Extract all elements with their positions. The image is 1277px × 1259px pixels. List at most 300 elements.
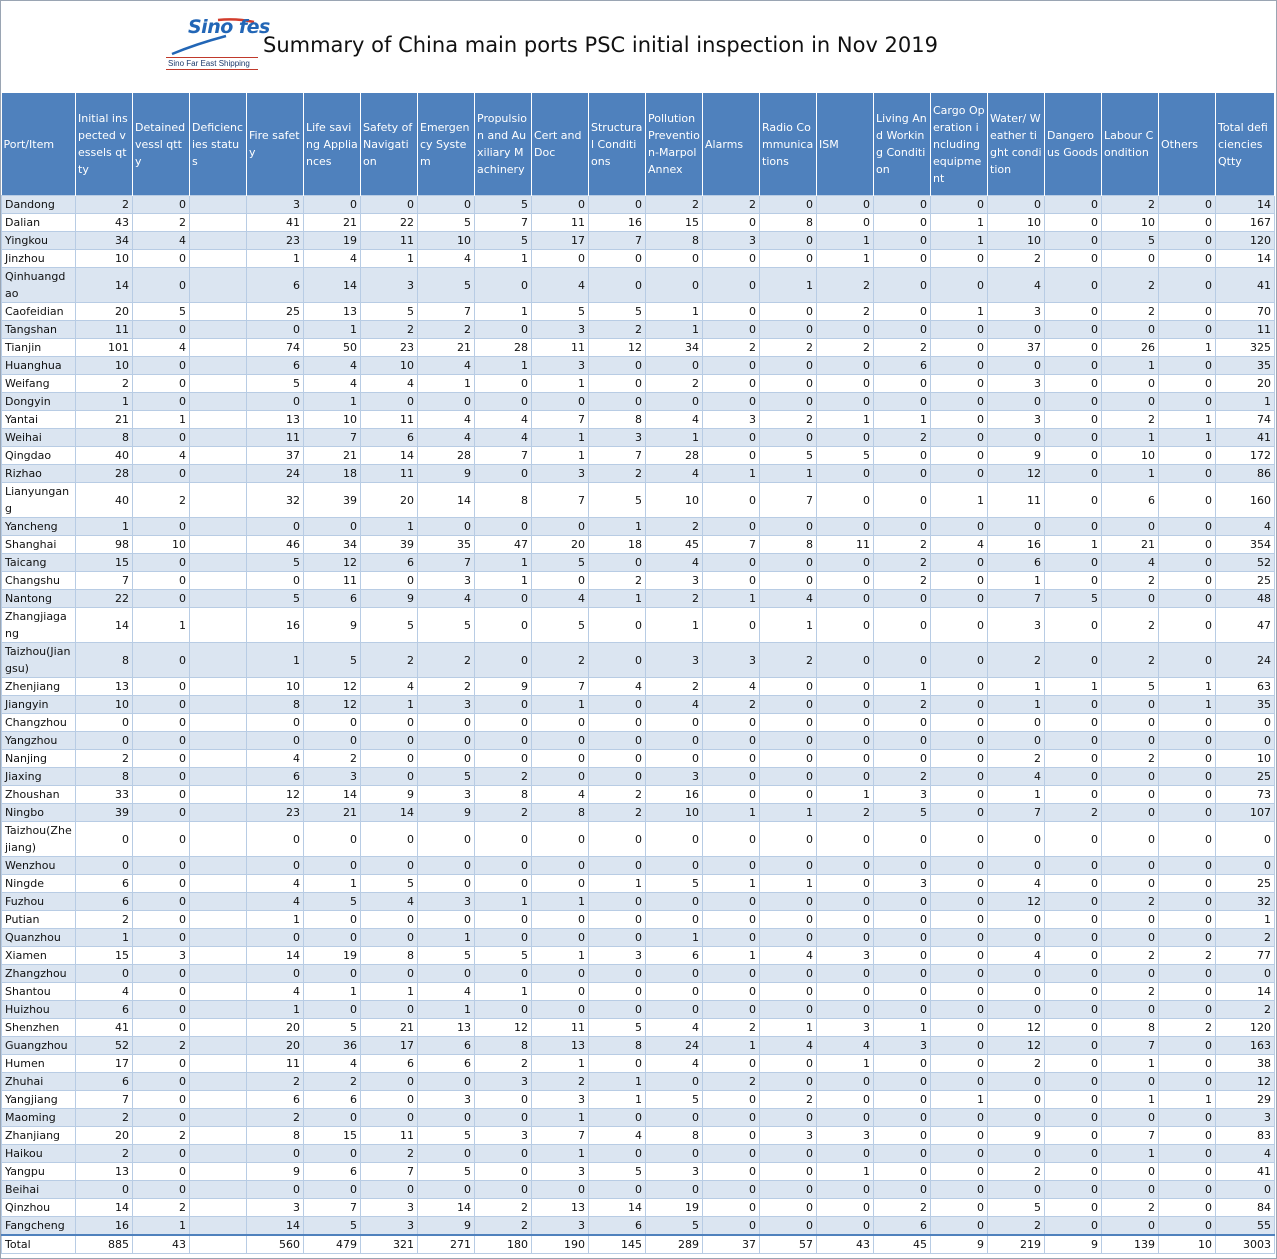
value-cell: 0 bbox=[760, 750, 817, 768]
value-cell: 7 bbox=[532, 678, 589, 696]
value-cell: 0 bbox=[1045, 429, 1102, 447]
value-cell: 12 bbox=[475, 1019, 532, 1037]
value-cell: 10 bbox=[76, 696, 133, 714]
value-cell: 5 bbox=[418, 214, 475, 232]
value-cell: 5 bbox=[247, 375, 304, 393]
value-cell: 0 bbox=[475, 696, 532, 714]
value-cell: 0 bbox=[475, 965, 532, 983]
port-name-cell: Yantai bbox=[2, 411, 76, 429]
value-cell bbox=[190, 447, 247, 465]
value-cell: 2 bbox=[988, 1163, 1045, 1181]
value-cell: 0 bbox=[1045, 1109, 1102, 1127]
value-cell: 0 bbox=[1102, 1109, 1159, 1127]
value-cell: 0 bbox=[817, 857, 874, 875]
value-cell: 0 bbox=[76, 732, 133, 750]
value-cell: 2 bbox=[1102, 983, 1159, 1001]
value-cell: 0 bbox=[589, 1145, 646, 1163]
value-cell: 9 bbox=[1045, 1235, 1102, 1254]
table-row bbox=[2, 696, 1275, 714]
value-cell: 0 bbox=[760, 983, 817, 1001]
value-cell bbox=[190, 768, 247, 786]
value-cell: 0 bbox=[1159, 1181, 1216, 1199]
value-cell: 4 bbox=[760, 1037, 817, 1055]
value-cell: 0 bbox=[931, 357, 988, 375]
value-cell: 0 bbox=[931, 518, 988, 536]
value-cell: 5 bbox=[475, 232, 532, 250]
value-cell: 2 bbox=[475, 1055, 532, 1073]
table-row bbox=[2, 893, 1275, 911]
port-name-cell: Tangshan bbox=[2, 321, 76, 339]
value-cell: 0 bbox=[1159, 321, 1216, 339]
value-cell: 7 bbox=[703, 536, 760, 554]
value-cell: 11 bbox=[532, 214, 589, 232]
value-cell: 13 bbox=[76, 1163, 133, 1181]
value-cell: 10 bbox=[361, 357, 418, 375]
value-cell: 0 bbox=[703, 893, 760, 911]
value-cell: 1 bbox=[646, 321, 703, 339]
value-cell: 0 bbox=[247, 518, 304, 536]
value-cell: 0 bbox=[703, 518, 760, 536]
value-cell bbox=[190, 911, 247, 929]
value-cell: 2 bbox=[760, 411, 817, 429]
table-row bbox=[2, 750, 1275, 768]
table-row bbox=[2, 250, 1275, 268]
port-name-cell: Humen bbox=[2, 1055, 76, 1073]
value-cell: 10 bbox=[646, 804, 703, 822]
value-cell: 0 bbox=[589, 893, 646, 911]
value-cell: 0 bbox=[1045, 339, 1102, 357]
value-cell bbox=[190, 1037, 247, 1055]
value-cell bbox=[190, 1073, 247, 1091]
value-cell: 2 bbox=[874, 339, 931, 357]
value-cell: 0 bbox=[1045, 232, 1102, 250]
value-cell: 0 bbox=[760, 1055, 817, 1073]
value-cell: 7 bbox=[1102, 1037, 1159, 1055]
value-cell: 0 bbox=[361, 750, 418, 768]
value-cell: 2 bbox=[646, 678, 703, 696]
value-cell: 0 bbox=[361, 1091, 418, 1109]
value-cell: 1 bbox=[1159, 339, 1216, 357]
table-row bbox=[2, 268, 1275, 303]
value-cell: 41 bbox=[76, 1019, 133, 1037]
value-cell: 28 bbox=[76, 465, 133, 483]
value-cell: 0 bbox=[1045, 518, 1102, 536]
value-cell: 9 bbox=[475, 678, 532, 696]
value-cell: 1 bbox=[418, 929, 475, 947]
value-cell: 0 bbox=[1216, 965, 1275, 983]
value-cell: 14 bbox=[304, 268, 361, 303]
value-cell: 0 bbox=[703, 250, 760, 268]
value-cell: 4 bbox=[304, 250, 361, 268]
value-cell: 1 bbox=[817, 232, 874, 250]
value-cell: 11 bbox=[361, 411, 418, 429]
value-cell: 8 bbox=[76, 768, 133, 786]
value-cell: 5 bbox=[646, 1217, 703, 1236]
value-cell: 0 bbox=[874, 214, 931, 232]
value-cell: 4 bbox=[703, 678, 760, 696]
value-cell: 1 bbox=[589, 1073, 646, 1091]
value-cell: 16 bbox=[646, 786, 703, 804]
table-row bbox=[2, 911, 1275, 929]
value-cell: 0 bbox=[703, 303, 760, 321]
value-cell: 0 bbox=[1159, 554, 1216, 572]
value-cell: 0 bbox=[760, 678, 817, 696]
value-cell: 9 bbox=[988, 447, 1045, 465]
value-cell: 5 bbox=[361, 303, 418, 321]
value-cell: 2 bbox=[76, 1145, 133, 1163]
value-cell: 0 bbox=[532, 518, 589, 536]
value-cell: 1 bbox=[247, 1001, 304, 1019]
value-cell: 37 bbox=[988, 339, 1045, 357]
value-cell: 4 bbox=[646, 696, 703, 714]
value-cell: 0 bbox=[874, 232, 931, 250]
value-cell: 43 bbox=[76, 214, 133, 232]
table-row bbox=[2, 375, 1275, 393]
value-cell: 0 bbox=[133, 929, 190, 947]
value-cell: 0 bbox=[874, 857, 931, 875]
value-cell: 77 bbox=[1216, 947, 1275, 965]
value-cell: 2 bbox=[304, 1073, 361, 1091]
value-cell: 0 bbox=[589, 732, 646, 750]
value-cell: 1 bbox=[1216, 393, 1275, 411]
value-cell: 11 bbox=[304, 572, 361, 590]
value-cell: 0 bbox=[361, 1109, 418, 1127]
value-cell: 0 bbox=[760, 1109, 817, 1127]
value-cell: 1 bbox=[1102, 357, 1159, 375]
value-cell: 3 bbox=[703, 232, 760, 250]
value-cell: 0 bbox=[418, 911, 475, 929]
value-cell: 3 bbox=[532, 1163, 589, 1181]
value-cell: 0 bbox=[1045, 714, 1102, 732]
value-cell: 3 bbox=[646, 643, 703, 678]
value-cell: 1 bbox=[589, 875, 646, 893]
value-cell: 0 bbox=[874, 732, 931, 750]
value-cell: 0 bbox=[475, 732, 532, 750]
value-cell: 1 bbox=[1102, 1145, 1159, 1163]
table-row bbox=[2, 1073, 1275, 1091]
value-cell: 52 bbox=[76, 1037, 133, 1055]
value-cell: 180 bbox=[475, 1235, 532, 1254]
value-cell: 0 bbox=[589, 822, 646, 857]
table-row bbox=[2, 1199, 1275, 1217]
value-cell: 145 bbox=[589, 1235, 646, 1254]
value-cell: 5 bbox=[247, 554, 304, 572]
value-cell: 0 bbox=[133, 375, 190, 393]
value-cell: 2 bbox=[133, 1037, 190, 1055]
value-cell: 8 bbox=[247, 696, 304, 714]
value-cell: 4 bbox=[76, 983, 133, 1001]
port-name-cell: Shantou bbox=[2, 983, 76, 1001]
value-cell: 1 bbox=[1102, 429, 1159, 447]
value-cell: 107 bbox=[1216, 804, 1275, 822]
value-cell: 5 bbox=[418, 1163, 475, 1181]
value-cell: 0 bbox=[589, 1181, 646, 1199]
value-cell: 0 bbox=[1102, 393, 1159, 411]
value-cell: 2 bbox=[133, 214, 190, 232]
port-name-cell: Rizhao bbox=[2, 465, 76, 483]
value-cell: 40 bbox=[76, 483, 133, 518]
value-cell: 0 bbox=[874, 929, 931, 947]
value-cell: 36 bbox=[304, 1037, 361, 1055]
value-cell: 5 bbox=[532, 303, 589, 321]
value-cell: 1 bbox=[874, 1019, 931, 1037]
value-cell: 98 bbox=[76, 536, 133, 554]
value-cell: 8 bbox=[760, 214, 817, 232]
value-cell: 2 bbox=[1102, 1199, 1159, 1217]
value-cell bbox=[190, 643, 247, 678]
value-cell bbox=[190, 1091, 247, 1109]
value-cell: 0 bbox=[931, 1001, 988, 1019]
table-row bbox=[2, 857, 1275, 875]
value-cell: 5 bbox=[874, 804, 931, 822]
value-cell: 10 bbox=[76, 357, 133, 375]
value-cell: 0 bbox=[703, 983, 760, 1001]
value-cell: 3 bbox=[475, 1127, 532, 1145]
value-cell: 120 bbox=[1216, 232, 1275, 250]
value-cell: 2 bbox=[589, 572, 646, 590]
value-cell: 0 bbox=[988, 1073, 1045, 1091]
value-cell: 2 bbox=[874, 429, 931, 447]
column-header: Fire safety bbox=[247, 93, 304, 196]
value-cell: 0 bbox=[1045, 447, 1102, 465]
value-cell: 7 bbox=[418, 303, 475, 321]
value-cell: 0 bbox=[133, 911, 190, 929]
value-cell: 0 bbox=[1159, 1145, 1216, 1163]
value-cell: 5 bbox=[1045, 590, 1102, 608]
value-cell: 0 bbox=[589, 911, 646, 929]
value-cell: 0 bbox=[817, 214, 874, 232]
value-cell bbox=[190, 1109, 247, 1127]
port-name-cell: Jinzhou bbox=[2, 250, 76, 268]
value-cell: 2 bbox=[1102, 750, 1159, 768]
value-cell: 15 bbox=[646, 214, 703, 232]
value-cell: 0 bbox=[703, 1055, 760, 1073]
port-name-cell: Beihai bbox=[2, 1181, 76, 1199]
value-cell: 0 bbox=[703, 214, 760, 232]
value-cell: 0 bbox=[1102, 590, 1159, 608]
value-cell: 14 bbox=[247, 1217, 304, 1236]
value-cell: 0 bbox=[703, 554, 760, 572]
table-row bbox=[2, 1145, 1275, 1163]
value-cell: 1 bbox=[475, 250, 532, 268]
value-cell: 4 bbox=[304, 357, 361, 375]
table-row bbox=[2, 232, 1275, 250]
value-cell: 1 bbox=[817, 411, 874, 429]
column-header: Radio Communications bbox=[760, 93, 817, 196]
port-name-cell: Taicang bbox=[2, 554, 76, 572]
value-cell: 2 bbox=[1102, 947, 1159, 965]
value-cell: 0 bbox=[1216, 714, 1275, 732]
value-cell: 74 bbox=[247, 339, 304, 357]
value-cell: 2 bbox=[1102, 572, 1159, 590]
table-row bbox=[2, 643, 1275, 678]
value-cell: 0 bbox=[1045, 465, 1102, 483]
value-cell: 0 bbox=[703, 929, 760, 947]
value-cell: 0 bbox=[931, 1055, 988, 1073]
value-cell: 0 bbox=[532, 965, 589, 983]
value-cell: 7 bbox=[475, 447, 532, 465]
value-cell: 0 bbox=[532, 822, 589, 857]
value-cell: 5 bbox=[646, 875, 703, 893]
value-cell: 0 bbox=[874, 375, 931, 393]
value-cell: 12 bbox=[1216, 1073, 1275, 1091]
value-cell: 0 bbox=[1159, 768, 1216, 786]
port-name-cell: Weihai bbox=[2, 429, 76, 447]
value-cell: 0 bbox=[133, 268, 190, 303]
value-cell: 1 bbox=[703, 1037, 760, 1055]
value-cell: 1 bbox=[532, 447, 589, 465]
value-cell: 0 bbox=[988, 357, 1045, 375]
value-cell: 4 bbox=[247, 750, 304, 768]
port-name-cell: Nantong bbox=[2, 590, 76, 608]
logo-rule-bottom bbox=[166, 69, 258, 70]
value-cell: 0 bbox=[646, 714, 703, 732]
value-cell: 20 bbox=[532, 536, 589, 554]
value-cell: 0 bbox=[1159, 1199, 1216, 1217]
value-cell: 1 bbox=[133, 608, 190, 643]
value-cell: 7 bbox=[589, 447, 646, 465]
value-cell: 0 bbox=[874, 1127, 931, 1145]
value-cell: 0 bbox=[247, 714, 304, 732]
value-cell: 23 bbox=[361, 339, 418, 357]
value-cell: 0 bbox=[703, 357, 760, 375]
value-cell: 0 bbox=[133, 554, 190, 572]
value-cell: 0 bbox=[361, 572, 418, 590]
value-cell: 5 bbox=[418, 608, 475, 643]
value-cell: 0 bbox=[1045, 696, 1102, 714]
value-cell: 0 bbox=[532, 196, 589, 214]
value-cell: 0 bbox=[931, 250, 988, 268]
value-cell: 55 bbox=[1216, 1217, 1275, 1236]
value-cell: 2 bbox=[760, 1091, 817, 1109]
value-cell: 1 bbox=[1159, 678, 1216, 696]
value-cell: 3 bbox=[247, 196, 304, 214]
value-cell: 0 bbox=[1159, 303, 1216, 321]
value-cell: 1 bbox=[988, 572, 1045, 590]
table-row bbox=[2, 1217, 1275, 1236]
value-cell: 0 bbox=[703, 483, 760, 518]
value-cell: 14 bbox=[76, 268, 133, 303]
port-name-cell: Zhenjiang bbox=[2, 678, 76, 696]
value-cell bbox=[190, 196, 247, 214]
value-cell: 0 bbox=[475, 1109, 532, 1127]
table-row bbox=[2, 1109, 1275, 1127]
value-cell: 5 bbox=[760, 447, 817, 465]
value-cell: 1 bbox=[475, 983, 532, 1001]
value-cell: 0 bbox=[133, 518, 190, 536]
value-cell: 0 bbox=[304, 1145, 361, 1163]
value-cell: 0 bbox=[817, 983, 874, 1001]
value-cell: 0 bbox=[589, 608, 646, 643]
value-cell: 0 bbox=[817, 696, 874, 714]
table-row bbox=[2, 411, 1275, 429]
value-cell: 0 bbox=[589, 1055, 646, 1073]
port-name-cell: Yangpu bbox=[2, 1163, 76, 1181]
value-cell: 0 bbox=[247, 572, 304, 590]
value-cell: 0 bbox=[703, 1217, 760, 1236]
value-cell bbox=[190, 965, 247, 983]
value-cell: 6 bbox=[76, 893, 133, 911]
value-cell: 0 bbox=[133, 768, 190, 786]
value-cell: 0 bbox=[1045, 911, 1102, 929]
value-cell: 14 bbox=[1216, 196, 1275, 214]
value-cell: 7 bbox=[589, 232, 646, 250]
value-cell: 43 bbox=[133, 1235, 190, 1254]
value-cell bbox=[190, 357, 247, 375]
value-cell: 0 bbox=[247, 1181, 304, 1199]
value-cell: 0 bbox=[475, 1091, 532, 1109]
value-cell: 14 bbox=[76, 1199, 133, 1217]
value-cell: 2 bbox=[76, 911, 133, 929]
value-cell: 0 bbox=[646, 1181, 703, 1199]
value-cell: 0 bbox=[817, 714, 874, 732]
value-cell: 560 bbox=[247, 1235, 304, 1254]
value-cell: 167 bbox=[1216, 214, 1275, 232]
value-cell bbox=[190, 1055, 247, 1073]
value-cell: 0 bbox=[817, 1181, 874, 1199]
value-cell: 1 bbox=[532, 1145, 589, 1163]
column-header: Cargo Operation including equipment bbox=[931, 93, 988, 196]
value-cell: 23 bbox=[247, 232, 304, 250]
table-row bbox=[2, 465, 1275, 483]
value-cell: 0 bbox=[817, 893, 874, 911]
value-cell: 0 bbox=[703, 822, 760, 857]
table-row bbox=[2, 1181, 1275, 1199]
value-cell: 0 bbox=[874, 518, 931, 536]
value-cell: 1 bbox=[703, 590, 760, 608]
table-row bbox=[2, 1163, 1275, 1181]
value-cell: 34 bbox=[304, 536, 361, 554]
value-cell: 0 bbox=[817, 678, 874, 696]
value-cell: 1 bbox=[532, 893, 589, 911]
value-cell: 0 bbox=[874, 196, 931, 214]
value-cell: 0 bbox=[817, 1091, 874, 1109]
value-cell: 1 bbox=[133, 411, 190, 429]
value-cell: 11 bbox=[361, 232, 418, 250]
column-header: Detained vessl qtty bbox=[133, 93, 190, 196]
value-cell: 1 bbox=[418, 375, 475, 393]
value-cell: 0 bbox=[589, 750, 646, 768]
value-cell: 1 bbox=[532, 1109, 589, 1127]
value-cell: 0 bbox=[475, 857, 532, 875]
value-cell: 1 bbox=[931, 232, 988, 250]
port-name-cell: Qingdao bbox=[2, 447, 76, 465]
value-cell: 1 bbox=[646, 429, 703, 447]
value-cell: 0 bbox=[760, 554, 817, 572]
port-name-cell: Dongyin bbox=[2, 393, 76, 411]
value-cell: 4 bbox=[133, 447, 190, 465]
value-cell: 0 bbox=[703, 1145, 760, 1163]
value-cell: 12 bbox=[988, 1037, 1045, 1055]
value-cell: 19 bbox=[304, 232, 361, 250]
value-cell: 0 bbox=[304, 857, 361, 875]
value-cell: 0 bbox=[1159, 714, 1216, 732]
column-header: Labour Condition bbox=[1102, 93, 1159, 196]
value-cell: 6 bbox=[247, 357, 304, 375]
value-cell: 4 bbox=[988, 947, 1045, 965]
value-cell: 0 bbox=[1102, 250, 1159, 268]
value-cell: 0 bbox=[931, 554, 988, 572]
port-name-cell: Weifang bbox=[2, 375, 76, 393]
value-cell: 163 bbox=[1216, 1037, 1275, 1055]
value-cell: 4 bbox=[646, 1055, 703, 1073]
value-cell: 41 bbox=[247, 214, 304, 232]
value-cell: 1 bbox=[1045, 678, 1102, 696]
value-cell: 7 bbox=[532, 411, 589, 429]
value-cell: 139 bbox=[1102, 1235, 1159, 1254]
value-cell: 0 bbox=[133, 804, 190, 822]
value-cell: 0 bbox=[703, 608, 760, 643]
